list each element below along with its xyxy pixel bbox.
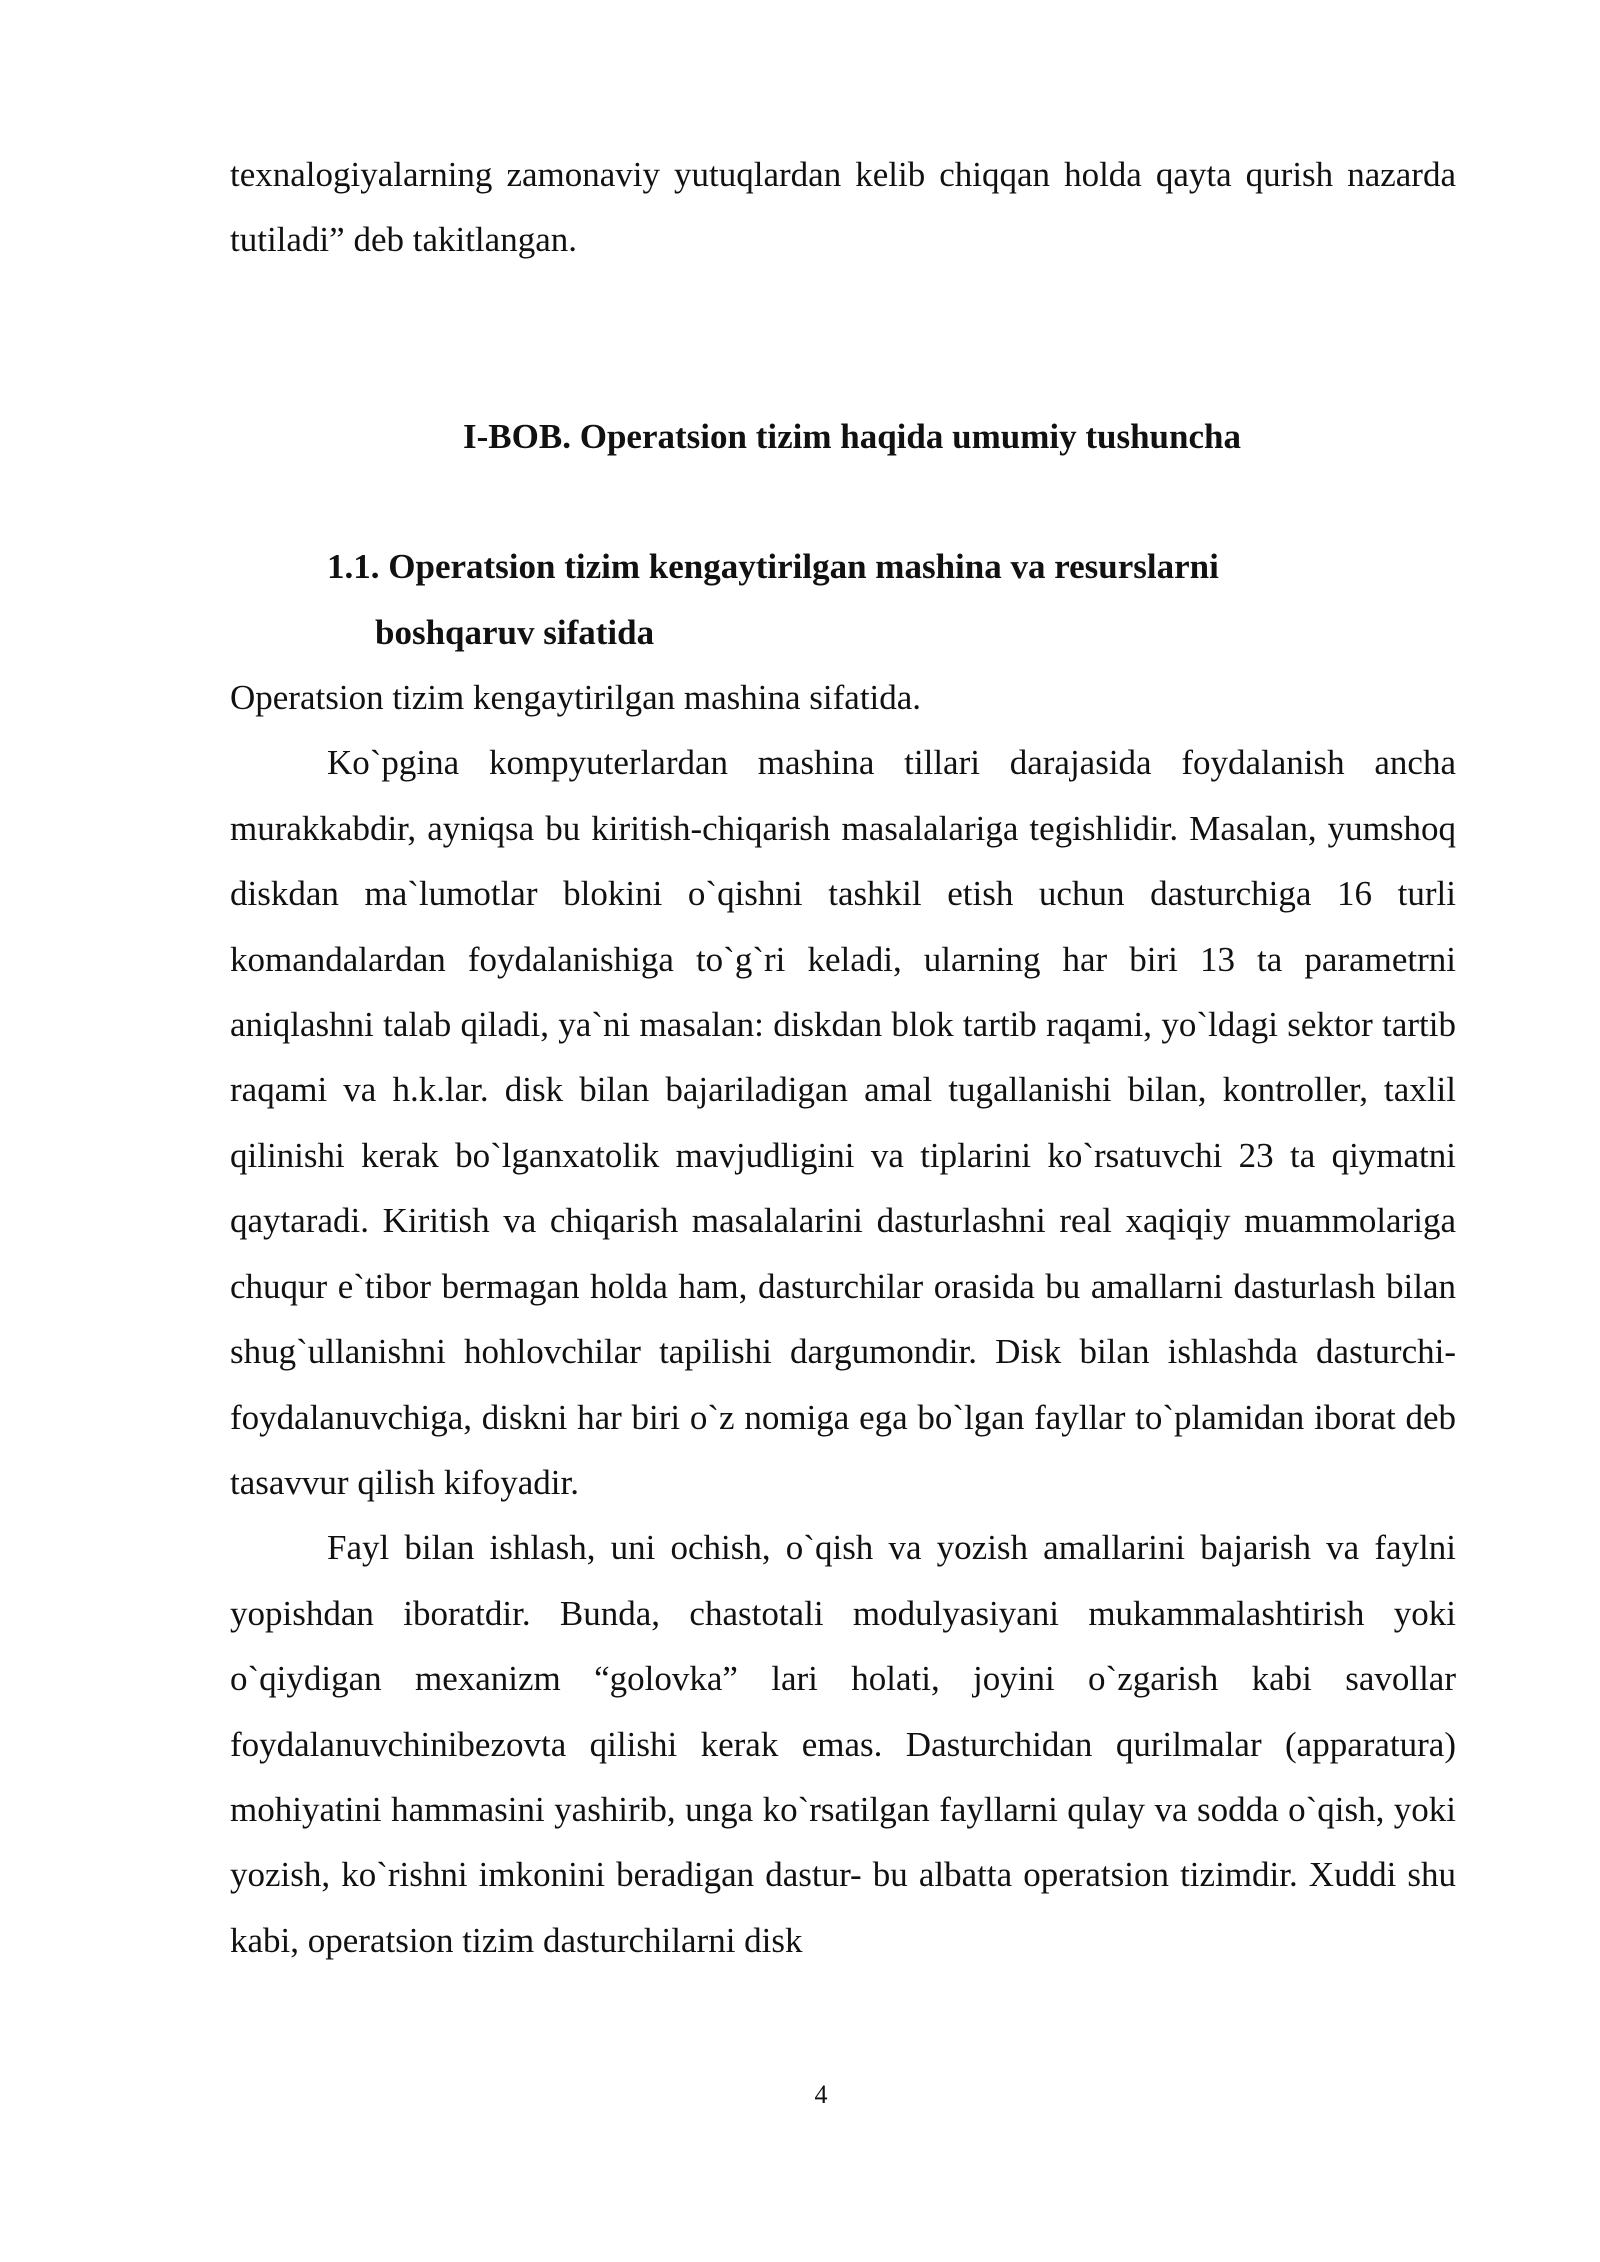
section-title-line-2: boshqaruv sifatida bbox=[375, 612, 655, 652]
spacer bbox=[230, 273, 1456, 404]
body-paragraph-2: Fayl bilan ishlash, uni ochish, o`qish va yozish amallarini bajarish va faylni yopishdan iboratdir. Bunda, chastotali modulyasiyani mukammalashtirish yoki o`qiydigan mexanizm “golovka” lari holati, joyini o`zgarish kabi savollar foydalanuvchinibezovta qilishi kerak emas. Dasturchidan qurilmalar (apparatura) mohiyatini hammasini yashirib, unga ko`rsatilgan fayllarni qulay va sodda o`qish, yoki yozish, ko`rishni imkonini beradigan dastur- bu albatta operatsion tizimdir. Xuddi shu kabi, operatsion tizim dasturchilarni disk bbox=[230, 1528, 1456, 1960]
spacer bbox=[230, 469, 1456, 534]
page-number: 4 bbox=[814, 2080, 828, 2109]
subheading: Operatsion tizim kengaytirilgan mashina sifatida. bbox=[230, 678, 922, 718]
body-paragraph-1: Ko`pgina kompyuterlardan mashina tillari darajasida foydalanish ancha murakkabdir, ayniqsa bu kiritish-chiqarish masalalariga tegishlidir. Masalan, yumshoq diskdan ma`lumotlar blokini o`qishni tashkil etish uchun dasturchiga 16 turli komandalardan foydalanishiga to`g`ri keladi, ularning har biri 13 ta parametrni aniqlashni talab qiladi, ya`ni masalan: diskdan blok tartib raqami, yo`ldagi sektor tartib raqami va h.k.lar. disk bilan bajariladigan amal tugallanishi bilan, kontroller, taxlil qilinishi kerak bo`lganxatolik mavjudligini va tiplarini ko`rsatuvchi 23 ta qiymatni qaytaradi. Kiritish va chiqarish masalalarini dasturlashni real xaqiqiy muammolariga chuqur e`tibor bermagan holda ham, dasturchilar orasida bu amallarni dasturlash bilan shug`ullanishni hohlovchilar tapilishi dargumondir. Disk bilan ishlashda dasturchi-foydalanuvchiga, diskni har biri o`z nomiga ega bo`lgan fayllar to`plamidan iborat deb tasavvur qilish kifoyadir. bbox=[230, 743, 1456, 1502]
section-title bbox=[327, 534, 1456, 665]
chapter-title: I-BOB. Operatsion tizim haqida umumiy tushuncha bbox=[463, 416, 1241, 456]
intro-paragraph: texnalogiyalarning zamonaviy yutuqlardan kelib chiqqan holda qayta qurish nazarda tutiladi” deb takitlangan. bbox=[230, 155, 1456, 260]
section-title-line-1: 1.1. Operatsion tizim kengaytirilgan mashina va resurslarni bbox=[327, 547, 1219, 587]
page-content bbox=[230, 142, 1456, 1973]
